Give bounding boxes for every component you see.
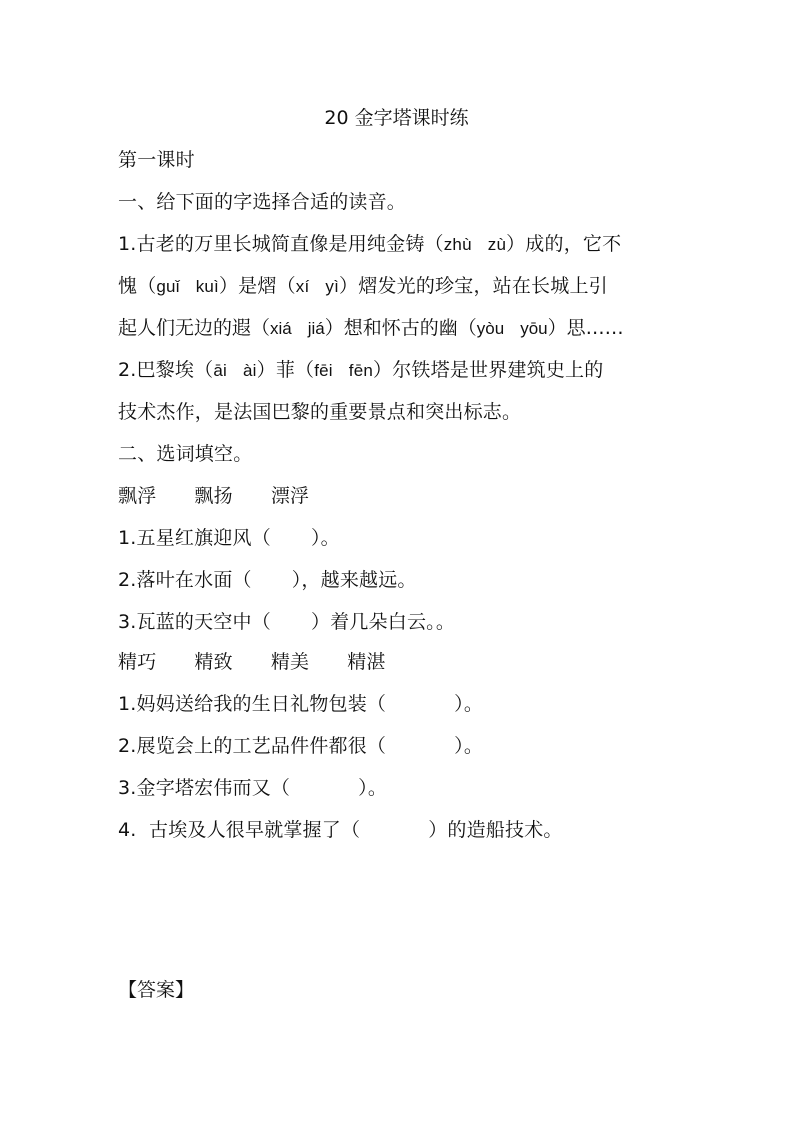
- q1-pinyin-1: zhù: [443, 235, 472, 254]
- q1-text-a: 1.古老的万里长城简直像是用纯金铸（: [118, 233, 444, 255]
- q1-text-c: 愧（: [118, 275, 157, 297]
- fill-item-text: 3.金字塔宏伟而又（: [118, 777, 291, 799]
- fill-item-text-end: ）。: [310, 527, 340, 549]
- fill-item-text: 4. 古埃及人很早就掌握了（: [118, 819, 361, 841]
- q1-pinyin-10: yōu: [520, 319, 548, 338]
- fill-item-text-end: ），越来越远。: [291, 569, 417, 591]
- fill-item-text: 3.瓦蓝的天空中（: [118, 611, 271, 633]
- fill-item: [118, 524, 678, 552]
- q1-text-e: ）熠发光的珍宝，站在长城上引: [339, 275, 608, 297]
- q2-text-a: 2.巴黎埃（: [118, 359, 214, 381]
- fill-item-text-end: ）的造船技术。: [428, 819, 563, 841]
- q1-text-d: ）是熠（: [218, 275, 296, 297]
- word-bank-1-item: 飘扬: [194, 485, 233, 507]
- q2-line2: 技术杰作，是法国巴黎的重要景点和突出标志。: [118, 401, 522, 423]
- q1-pinyin-8: jiá: [307, 319, 325, 338]
- q1-pinyin-5: xí: [295, 277, 310, 296]
- fill-item-text: 1.妈妈送给我的生日礼物包装（: [118, 693, 387, 715]
- fill-item-text: 2.落叶在水面（: [118, 569, 252, 591]
- fill-item-text: 2.展览会上的工艺品件件都很（: [118, 735, 387, 757]
- q1-text-f: 起人们无边的遐（: [118, 317, 271, 339]
- q1-pinyin-2: zù: [487, 235, 507, 254]
- answer-label: 【答案】: [118, 979, 195, 1001]
- q1-pinyin-6: yì: [325, 277, 340, 296]
- word-bank-2-item: 精巧: [118, 651, 157, 673]
- fill-item-text-end: ）。: [358, 777, 388, 799]
- q1-line1: [118, 230, 678, 259]
- word-bank-2-item: 精美: [270, 651, 310, 673]
- word-bank-1: [118, 482, 678, 510]
- q2-pinyin-2: ài: [242, 361, 257, 380]
- fill-item: [118, 732, 678, 760]
- q2-text-c: ）尔铁塔是世界建筑史上的: [373, 359, 604, 381]
- fill-item-text-end: ）。: [454, 735, 484, 757]
- word-bank-2-item: 精湛: [347, 651, 386, 673]
- q1-line3: [118, 314, 678, 343]
- q2-pinyin-3: fēi: [314, 361, 333, 380]
- word-bank-2: [118, 648, 678, 676]
- lesson-label: 第一课时: [118, 149, 195, 171]
- section2-heading: 二、选词填空。: [118, 443, 253, 465]
- q2-pinyin-1: āi: [213, 361, 227, 380]
- q2-pinyin-4: fēn: [348, 361, 374, 380]
- q1-pinyin-4: kuì: [195, 277, 219, 296]
- q1-pinyin-3: guǐ: [156, 277, 180, 296]
- page-title: 20 金字塔课时练: [324, 107, 469, 129]
- word-bank-1-item: 漂浮: [270, 485, 310, 507]
- fill-item-text-end: ）着几朵白云。。: [310, 611, 456, 633]
- fill-item: [118, 690, 678, 718]
- q2-text-b: ）菲（: [256, 359, 315, 381]
- q1-text-g: ）想和怀古的幽（: [324, 317, 477, 339]
- q1-pinyin-7: xiá: [270, 319, 292, 338]
- fill-item-text: 1.五星红旗迎风（: [118, 527, 271, 549]
- word-bank-2-item: 精致: [194, 651, 233, 673]
- q1-pinyin-9: yòu: [476, 319, 505, 338]
- q1-text-b: ）成的，它不: [506, 233, 622, 255]
- fill-item: [118, 566, 678, 594]
- q2-line1: [118, 356, 678, 385]
- word-bank-1-item: 飘浮: [118, 485, 157, 507]
- fill-item: [118, 774, 678, 802]
- section1-heading: 一、给下面的字选择合适的读音。: [118, 191, 407, 213]
- q1-line2: [118, 272, 678, 301]
- fill-item: [118, 816, 678, 844]
- q1-text-h: ）思……: [547, 317, 624, 339]
- fill-item: [118, 608, 678, 636]
- fill-item-text-end: ）。: [454, 693, 484, 715]
